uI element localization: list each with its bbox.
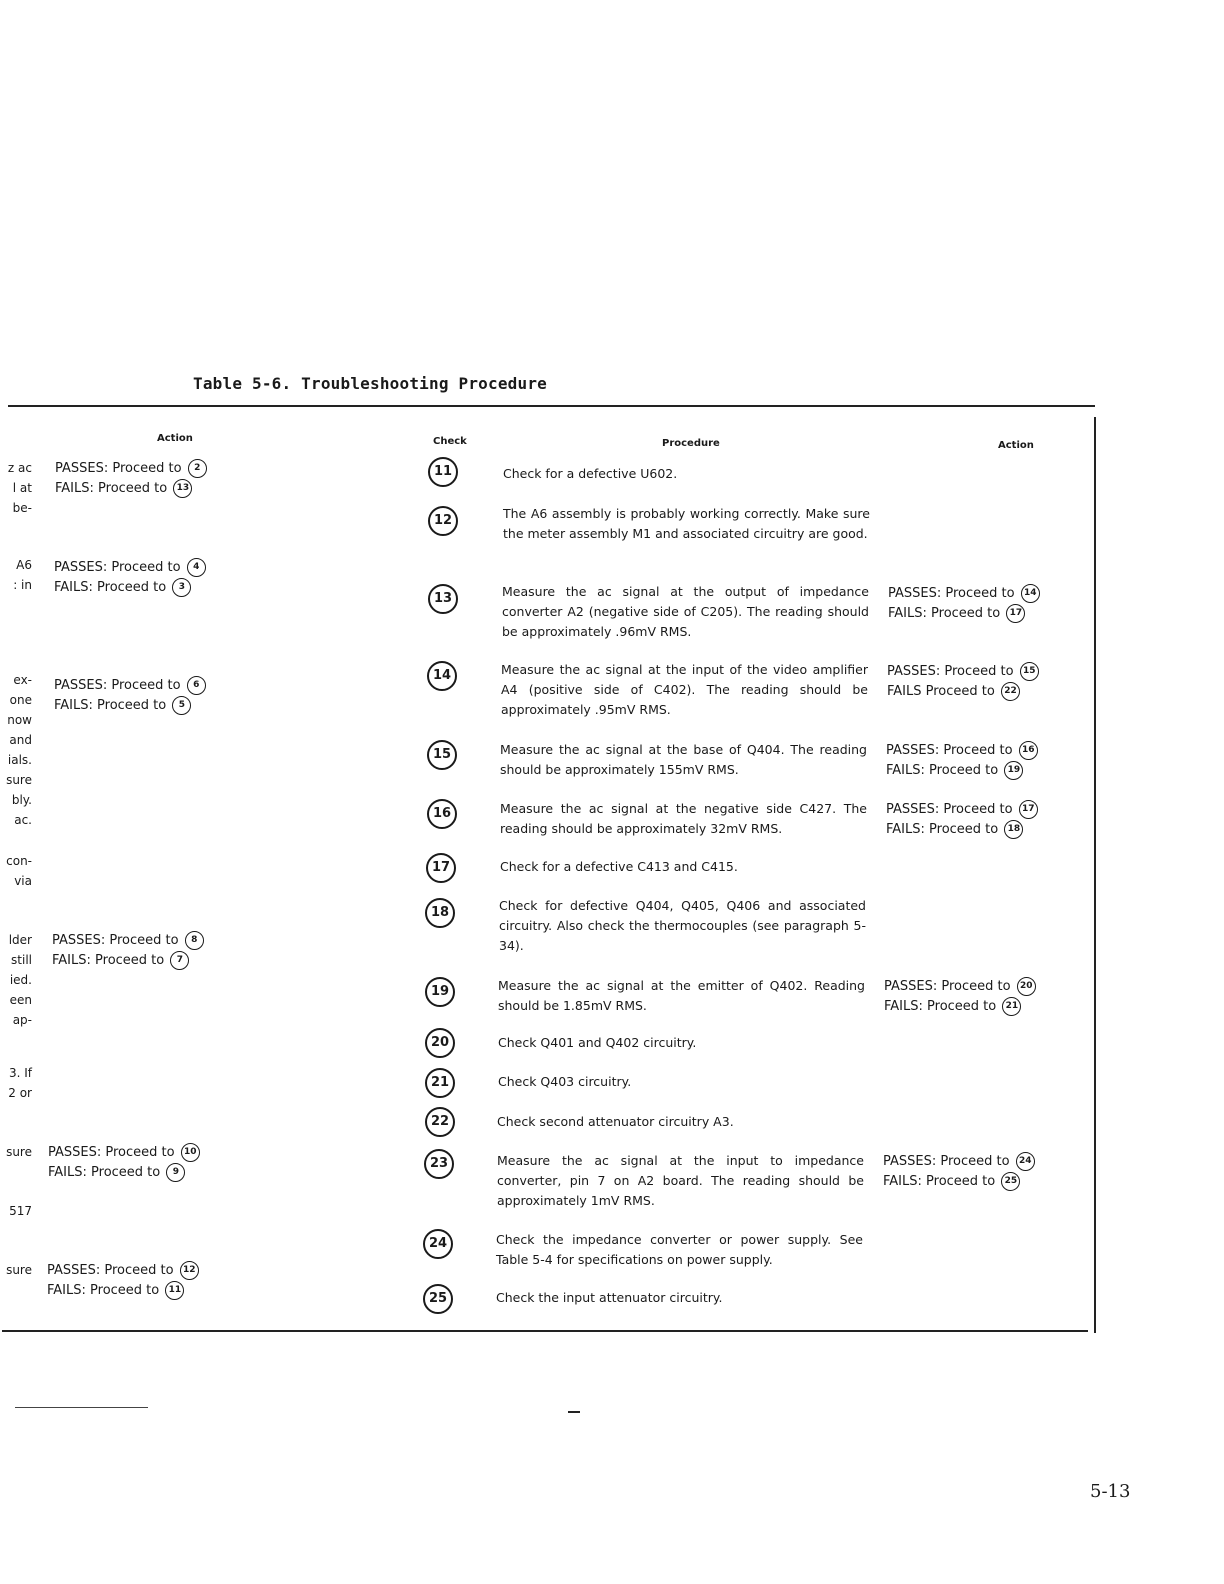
right-action: PASSES: Proceed to 17 FAILS: Proceed to 18: [886, 800, 1038, 840]
check-number-icon: 23: [424, 1149, 454, 1179]
step-ref-icon: 13: [173, 479, 192, 498]
left-fragment-group: sure: [6, 1145, 32, 1159]
left-action: PASSES: Proceed to 10 FAILS: Proceed to 9: [48, 1143, 200, 1183]
right-action-header: Action: [998, 440, 1034, 451]
step-ref-icon: 14: [1021, 584, 1040, 603]
left-fragment-group: ex- one now and ials. sure bly. ac.: [6, 673, 32, 827]
step-ref-icon: 24: [1016, 1152, 1035, 1171]
check-number-icon: 13: [428, 584, 458, 614]
step-ref-icon: 12: [180, 1261, 199, 1280]
step-ref-icon: 11: [165, 1281, 184, 1300]
procedure-text: The A6 assembly is probably working correctly. Make sure the meter assembly M1 and associated circuitry are good.: [503, 506, 870, 541]
left-action-header: Action: [157, 433, 193, 444]
step-ref-icon: 6: [187, 676, 206, 695]
procedure-text: Measure the ac signal at the base of Q404. The reading should be approximately 155mV RMS.: [500, 742, 867, 777]
check-number-icon: 19: [425, 977, 455, 1007]
step-ref-icon: 9: [166, 1163, 185, 1182]
procedure-text: Check for a defective U602.: [503, 466, 678, 481]
procedure-text: Check the impedance converter or power supply. See Table 5-4 for specifications on power supply.: [496, 1232, 863, 1267]
check-number-icon: 25: [423, 1284, 453, 1314]
left-fragment-group: 3. If 2 or: [8, 1066, 32, 1100]
table-top-rule: [8, 405, 1095, 407]
procedure-text: Measure the ac signal at the input to impedance converter, pin 7 on A2 board. The reading should be approximately 1mV RMS.: [497, 1153, 864, 1208]
step-ref-icon: 17: [1006, 604, 1025, 623]
check-number-icon: 14: [427, 661, 457, 691]
step-ref-icon: 18: [1004, 820, 1023, 839]
step-ref-icon: 19: [1004, 761, 1023, 780]
step-ref-icon: 7: [170, 951, 189, 970]
left-action: PASSES: Proceed to 6 FAILS: Proceed to 5: [54, 676, 206, 716]
step-ref-icon: 25: [1001, 1172, 1020, 1191]
check-number-icon: 15: [427, 740, 457, 770]
step-ref-icon: 22: [1001, 682, 1020, 701]
right-action: PASSES: Proceed to 15 FAILS Proceed to 22: [887, 662, 1039, 702]
table-right-rule: [1094, 417, 1096, 1333]
left-fragment-group: sure: [6, 1263, 32, 1277]
right-action: PASSES: Proceed to 14 FAILS: Proceed to 17: [888, 584, 1040, 624]
procedure-text: Check for defective Q404, Q405, Q406 and associated circuitry. Also check the thermocouples (see paragraph 5-34).: [499, 898, 866, 953]
check-number-icon: 16: [427, 799, 457, 829]
left-fragment-group: 517: [9, 1204, 32, 1218]
left-fragment-group: A6 : in: [13, 558, 32, 592]
table-title: Table 5-6. Troubleshooting Procedure: [193, 374, 547, 393]
step-ref-icon: 3: [172, 578, 191, 597]
procedure-text: Check second attenuator circuitry A3.: [497, 1114, 734, 1129]
left-fragment-group: con- via: [6, 854, 32, 888]
check-number-icon: 21: [425, 1068, 455, 1098]
right-action: PASSES: Proceed to 24 FAILS: Proceed to 25: [883, 1152, 1035, 1192]
step-ref-icon: 4: [187, 558, 206, 577]
step-ref-icon: 17: [1019, 800, 1038, 819]
left-action: PASSES: Proceed to 2 FAILS: Proceed to 13: [55, 459, 207, 499]
step-ref-icon: 2: [188, 459, 207, 478]
page-mark: [568, 1411, 580, 1413]
check-number-icon: 22: [425, 1107, 455, 1137]
procedure-text: Check Q403 circuitry.: [498, 1074, 632, 1089]
right-action: PASSES: Proceed to 16 FAILS: Proceed to 19: [886, 741, 1038, 781]
procedure-header: Procedure: [662, 438, 720, 449]
step-ref-icon: 5: [172, 696, 191, 715]
left-fragment-group: z ac l at be-: [7, 461, 32, 515]
step-ref-icon: 21: [1002, 997, 1021, 1016]
check-number-icon: 24: [423, 1229, 453, 1259]
procedure-text: Check for a defective C413 and C415.: [500, 859, 738, 874]
step-ref-icon: 10: [181, 1143, 200, 1162]
table-bottom-rule: [2, 1330, 1088, 1332]
left-action: PASSES: Proceed to 12 FAILS: Proceed to 11: [47, 1261, 199, 1301]
step-ref-icon: 8: [185, 931, 204, 950]
procedure-text: Measure the ac signal at the input of the video amplifier A4 (positive side of C402). The reading should be approximately .95mV RMS.: [501, 662, 868, 717]
procedure-text: Measure the ac signal at the emitter of Q402. Reading should be 1.85mV RMS.: [498, 978, 865, 1013]
check-number-icon: 11: [428, 457, 458, 487]
procedure-text: Check the input attenuator circuitry.: [496, 1290, 723, 1305]
procedure-text: Measure the ac signal at the output of impedance converter A2 (negative side of C205). The reading should be approximately .96mV RMS.: [502, 584, 869, 639]
procedure-text: Measure the ac signal at the negative side C427. The reading should be approximately 32mV RMS.: [500, 801, 867, 836]
check-number-icon: 17: [426, 853, 456, 883]
step-ref-icon: 16: [1019, 741, 1038, 760]
procedure-text: Check Q401 and Q402 circuitry.: [498, 1035, 697, 1050]
check-header: Check: [433, 436, 467, 447]
check-number-icon: 12: [428, 506, 458, 536]
right-action: PASSES: Proceed to 20 FAILS: Proceed to 21: [884, 977, 1036, 1017]
step-ref-icon: 20: [1017, 977, 1036, 996]
check-number-icon: 20: [425, 1028, 455, 1058]
page-number: 5-13: [1090, 1481, 1131, 1502]
left-fragment-group: lder still ied. een ap-: [8, 933, 32, 1027]
footer-rule: [15, 1407, 148, 1408]
step-ref-icon: 15: [1020, 662, 1039, 681]
left-action: PASSES: Proceed to 4 FAILS: Proceed to 3: [54, 558, 206, 598]
check-number-icon: 18: [425, 898, 455, 928]
left-action: PASSES: Proceed to 8 FAILS: Proceed to 7: [52, 931, 204, 971]
